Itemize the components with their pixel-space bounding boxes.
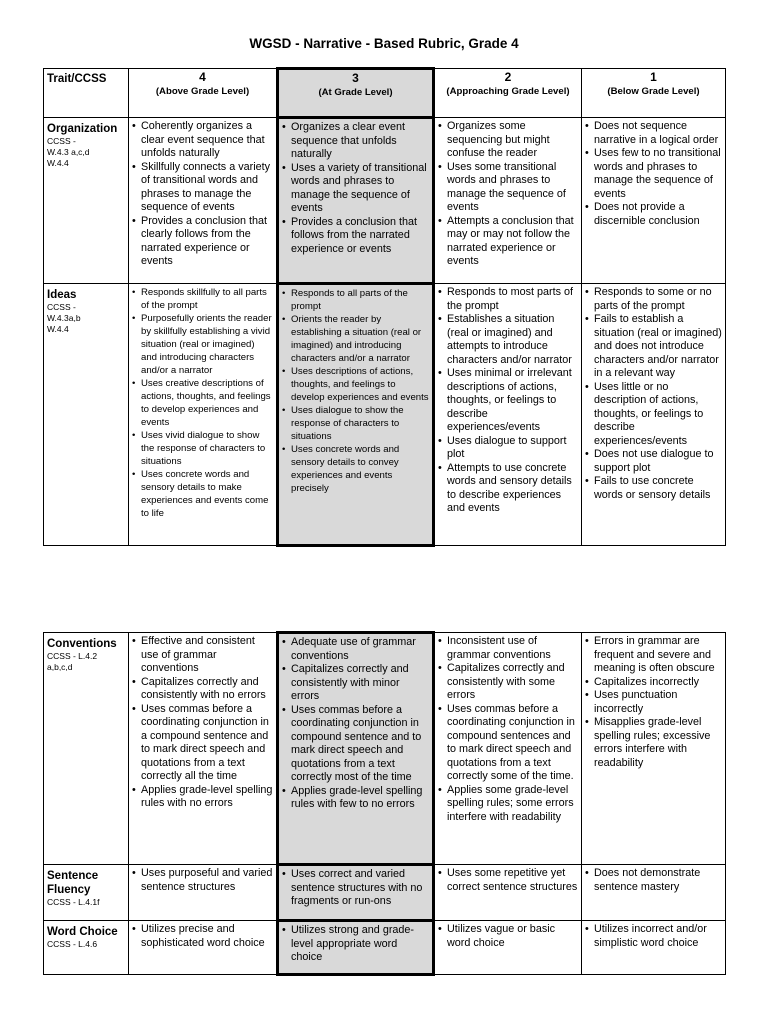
descriptor-cell-level-2 bbox=[434, 118, 582, 284]
descriptor-list bbox=[585, 635, 722, 770]
descriptor-item: • Utilizes vague or basic word choice bbox=[438, 923, 578, 950]
level-name: (Approaching Grade Level) bbox=[446, 85, 570, 97]
descriptor-cell-level-1 bbox=[582, 118, 726, 284]
ccss-standard: W.4.3 a,c,d bbox=[47, 147, 90, 157]
trait-name: Conventions bbox=[47, 638, 117, 650]
descriptor-cell-level-3 bbox=[278, 921, 434, 975]
level-name: (Below Grade Level) bbox=[607, 85, 700, 97]
descriptor-item: • Uses dialogue to support plot bbox=[438, 435, 578, 462]
descriptor-item: • Utilizes incorrect and/or simplistic word choice bbox=[585, 923, 722, 950]
descriptor-item: • Orients the reader by establishing a situation (real or imagined) and introducing characters and/or a narrator bbox=[282, 313, 429, 365]
level-header-1 bbox=[582, 69, 726, 118]
ccss-standard: CCSS - L.4.2 bbox=[47, 651, 98, 661]
header-row bbox=[44, 69, 726, 118]
descriptor-cell-level-2 bbox=[434, 284, 582, 546]
descriptor-item: • Fails to establish a situation (real or imagined) and does not introduce characters and/or narrator in a relevant way bbox=[585, 313, 722, 381]
trait-cell bbox=[44, 865, 129, 921]
descriptor-item: • Uses purposeful and varied sentence structures bbox=[132, 867, 273, 894]
trait-cell bbox=[44, 284, 129, 546]
descriptor-item: • Capitalizes correctly and consistently with no errors bbox=[132, 676, 273, 703]
descriptor-item: • Does not sequence narrative in a logical order bbox=[585, 120, 722, 147]
descriptor-item: • Responds to all parts of the prompt bbox=[282, 287, 429, 313]
descriptor-list bbox=[438, 120, 578, 269]
descriptor-list bbox=[438, 286, 578, 516]
level-header-3 bbox=[278, 69, 434, 118]
ccss-standard: CCSS - L.4.6 bbox=[47, 939, 98, 949]
descriptor-cell-level-4 bbox=[129, 284, 278, 546]
descriptor-item: • Provides a conclusion that follows from the narrated experience or events bbox=[282, 216, 429, 257]
descriptor-item: • Uses few to no transitional words and phrases to manage the sequence of events bbox=[585, 147, 722, 201]
descriptor-list bbox=[132, 923, 273, 950]
trait-cell bbox=[44, 633, 129, 865]
ccss-standard: W.4.3a,b bbox=[47, 313, 81, 323]
ccss-standard: W.4.4 bbox=[47, 158, 69, 168]
descriptor-item: • Organizes a clear event sequence that unfolds naturally bbox=[282, 121, 429, 162]
descriptor-item: • Skillfully connects a variety of transitional words and phrases to manage the sequence of events bbox=[132, 161, 273, 215]
descriptor-cell-level-3 bbox=[278, 633, 434, 865]
descriptor-item: • Applies grade-level spelling rules with no errors bbox=[132, 784, 273, 811]
descriptor-list bbox=[585, 923, 722, 950]
descriptor-item: • Responds to most parts of the prompt bbox=[438, 286, 578, 313]
descriptor-cell-level-3 bbox=[278, 284, 434, 546]
descriptor-list bbox=[282, 121, 429, 256]
descriptor-item: • Errors in grammar are frequent and severe and meaning is often obscure bbox=[585, 635, 722, 676]
descriptor-item: • Attempts a conclusion that may or may not follow the narrated experience or events bbox=[438, 215, 578, 269]
descriptor-list bbox=[438, 867, 578, 894]
descriptor-item: • Responds to some or no parts of the prompt bbox=[585, 286, 722, 313]
descriptor-item: • Provides a conclusion that clearly follows from the narrated experience or events bbox=[132, 215, 273, 269]
descriptor-item: • Applies some grade-level spelling rules; some errors interfere with readability bbox=[438, 784, 578, 825]
descriptor-cell-level-1 bbox=[582, 633, 726, 865]
descriptor-item: • Uses commas before a coordinating conjunction in compound sentence and to mark direct speech and quotations from a text correctly most of the time bbox=[282, 704, 429, 785]
level-number: 3 bbox=[352, 71, 359, 85]
level-header-4 bbox=[129, 69, 278, 118]
descriptor-cell-level-1 bbox=[582, 921, 726, 975]
descriptor-item: • Does not provide a discernible conclusion bbox=[585, 201, 722, 228]
descriptor-list bbox=[132, 120, 273, 269]
descriptor-item: • Effective and consistent use of grammar conventions bbox=[132, 635, 273, 676]
descriptor-list bbox=[585, 867, 722, 894]
descriptor-cell-level-1 bbox=[582, 284, 726, 546]
trait-name: Sentence Fluency bbox=[47, 870, 99, 896]
descriptor-item: • Organizes some sequencing but might confuse the reader bbox=[438, 120, 578, 161]
descriptor-item: • Uses some repetitive yet correct sentence structures bbox=[438, 867, 578, 894]
descriptor-item: • Utilizes precise and sophisticated word choice bbox=[132, 923, 273, 950]
rubric-table-top bbox=[43, 67, 726, 547]
descriptor-list bbox=[585, 286, 722, 502]
descriptor-item: • Establishes a situation (real or imagined) and attempts to introduce characters and/or narrator bbox=[438, 313, 578, 367]
descriptor-cell-level-3 bbox=[278, 118, 434, 284]
descriptor-cell-level-2 bbox=[434, 921, 582, 975]
descriptor-item: • Does not demonstrate sentence mastery bbox=[585, 867, 722, 894]
descriptor-item: • Uses creative descriptions of actions, thoughts, and feelings to develop experiences and events bbox=[132, 377, 273, 429]
descriptor-item: • Misapplies grade-level spelling rules; excessive errors interfere with readability bbox=[585, 716, 722, 770]
trait-name: Organization bbox=[47, 123, 118, 135]
trait-row-word-choice bbox=[44, 921, 726, 975]
trait-row-conventions bbox=[44, 633, 726, 865]
level-name: (Above Grade Level) bbox=[155, 85, 250, 97]
descriptor-list bbox=[132, 286, 273, 520]
descriptor-item: • Uses commas before a coordinating conjunction in a compound sentence and to mark direct speech and quotations from a text correctly all the time bbox=[132, 703, 273, 784]
ccss-standard: CCSS - bbox=[47, 136, 76, 146]
trait-cell bbox=[44, 118, 129, 284]
descriptor-item: • Adequate use of grammar conventions bbox=[282, 636, 429, 663]
descriptor-item: • Uses correct and varied sentence structures with no fragments or run-ons bbox=[282, 868, 429, 909]
level-name: (At Grade Level) bbox=[318, 86, 393, 98]
descriptor-item: • Inconsistent use of grammar conventions bbox=[438, 635, 578, 662]
descriptor-item: • Fails to use concrete words or sensory details bbox=[585, 475, 722, 502]
descriptor-item: • Uses punctuation incorrectly bbox=[585, 689, 722, 716]
trait-row-ideas bbox=[44, 284, 726, 546]
descriptor-item: • Uses little or no description of actions, thoughts, or feelings to describe experiences/events bbox=[585, 381, 722, 449]
descriptor-item: • Coherently organizes a clear event sequence that unfolds naturally bbox=[132, 120, 273, 161]
descriptor-cell-level-4 bbox=[129, 118, 278, 284]
descriptor-item: • Capitalizes correctly and consistently with some errors bbox=[438, 662, 578, 703]
descriptor-item: • Applies grade-level spelling rules with few to no errors bbox=[282, 785, 429, 812]
descriptor-cell-level-2 bbox=[434, 865, 582, 921]
descriptor-item: • Uses minimal or irrelevant descriptions of actions, thoughts, or feelings to describe experiences/events bbox=[438, 367, 578, 435]
descriptor-cell-level-1 bbox=[582, 865, 726, 921]
descriptor-list bbox=[132, 867, 273, 894]
trait-ccss-header: Trait/CCSS bbox=[44, 69, 129, 118]
descriptor-item: • Uses concrete words and sensory details to convey experiences and events precisely bbox=[282, 443, 429, 495]
trait-name: Word Choice bbox=[47, 926, 118, 938]
descriptor-item: • Utilizes strong and grade-level appropriate word choice bbox=[282, 924, 429, 965]
descriptor-item: • Uses a variety of transitional words and phrases to manage the sequence of events bbox=[282, 162, 429, 216]
descriptor-item: • Uses descriptions of actions, thoughts, and feelings to develop experiences and events bbox=[282, 365, 429, 404]
rubric-table-bottom bbox=[43, 631, 726, 976]
descriptor-cell-level-4 bbox=[129, 865, 278, 921]
trait-name: Ideas bbox=[47, 289, 77, 301]
page-title: WGSD - Narrative - Based Rubric, Grade 4 bbox=[249, 36, 519, 51]
descriptor-list bbox=[438, 635, 578, 824]
descriptor-cell-level-4 bbox=[129, 921, 278, 975]
descriptor-list bbox=[282, 287, 429, 495]
descriptor-list bbox=[132, 635, 273, 811]
descriptor-item: • Attempts to use concrete words and sensory details to describe experiences and events bbox=[438, 462, 578, 516]
descriptor-item: • Uses vivid dialogue to show the response of characters to situations bbox=[132, 429, 273, 468]
ccss-standard: CCSS - L.4.1f bbox=[47, 897, 100, 907]
descriptor-item: • Capitalizes incorrectly bbox=[585, 676, 722, 690]
descriptor-item: • Uses some transitional words and phrases to manage the sequence of events bbox=[438, 161, 578, 215]
descriptor-list bbox=[282, 868, 429, 909]
trait-cell bbox=[44, 921, 129, 975]
descriptor-cell-level-4 bbox=[129, 633, 278, 865]
trait-row-sentence-fluency bbox=[44, 865, 726, 921]
descriptor-list bbox=[282, 636, 429, 812]
descriptor-item: • Purposefully orients the reader by skillfully establishing a vivid situation (real or imagined) and introducing characters and/or a narrator bbox=[132, 312, 273, 377]
ccss-standard: W.4.4 bbox=[47, 324, 69, 334]
ccss-standard: CCSS - bbox=[47, 302, 76, 312]
descriptor-item: • Capitalizes correctly and consistently with minor errors bbox=[282, 663, 429, 704]
level-header-2 bbox=[434, 69, 582, 118]
descriptor-list bbox=[282, 924, 429, 965]
level-number: 1 bbox=[650, 70, 657, 84]
ccss-standard: a,b,c,d bbox=[47, 662, 73, 672]
descriptor-list bbox=[438, 923, 578, 950]
descriptor-cell-level-3 bbox=[278, 865, 434, 921]
descriptor-item: • Does not use dialogue to support plot bbox=[585, 448, 722, 475]
descriptor-item: • Uses dialogue to show the response of characters to situations bbox=[282, 404, 429, 443]
descriptor-item: • Responds skillfully to all parts of the prompt bbox=[132, 286, 273, 312]
descriptor-cell-level-2 bbox=[434, 633, 582, 865]
trait-row-organization bbox=[44, 118, 726, 284]
descriptor-item: • Uses concrete words and sensory details to make experiences and events come to life bbox=[132, 468, 273, 520]
descriptor-list bbox=[585, 120, 722, 228]
level-number: 4 bbox=[199, 70, 206, 84]
descriptor-item: • Uses commas before a coordinating conjunction in compound sentences and to mark direct speech and quotations from a text correctly some of the time. bbox=[438, 703, 578, 784]
level-number: 2 bbox=[504, 70, 512, 84]
